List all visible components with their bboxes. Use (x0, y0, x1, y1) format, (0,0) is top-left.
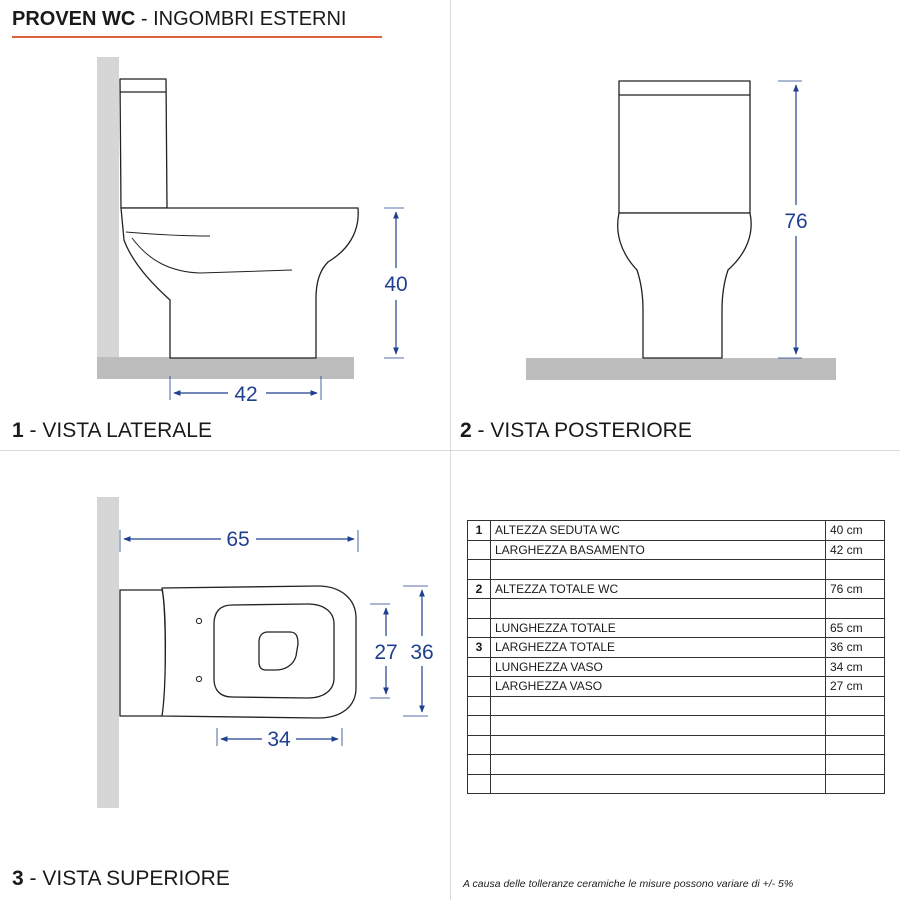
table-row (468, 677, 885, 697)
top-cistern (120, 590, 165, 716)
rear-cistern (619, 81, 750, 213)
row-group-number: 2 (468, 579, 491, 599)
side-height-dimension: 40 (384, 273, 408, 296)
row-value: 40 cm (826, 521, 885, 541)
row-value: 42 cm (826, 540, 885, 560)
table-row (468, 774, 885, 794)
row-label: LUNGHEZZA VASO (491, 657, 826, 677)
top-view-number: 3 (12, 867, 24, 890)
table-row (468, 579, 885, 599)
row-group-number: 1 (468, 521, 491, 541)
side-view-caption (12, 419, 212, 443)
table-row (468, 599, 885, 619)
row-label (491, 599, 826, 619)
row-group-number (468, 540, 491, 560)
row-label (491, 774, 826, 794)
row-group-number (468, 755, 491, 775)
row-group-number: 3 (468, 638, 491, 658)
row-group-number (468, 735, 491, 755)
top-bowl-width-dimension: 27 (374, 641, 398, 664)
side-bowl (121, 208, 358, 358)
row-group-number (468, 618, 491, 638)
table-row (468, 735, 885, 755)
table-row (468, 540, 885, 560)
rear-bowl (618, 213, 751, 358)
table-row (468, 657, 885, 677)
rear-view-caption (460, 419, 692, 443)
dimensions-table (467, 520, 885, 794)
side-cistern (120, 79, 167, 208)
top-length-dimension: 65 (226, 528, 250, 551)
row-label (491, 755, 826, 775)
table-row (468, 521, 885, 541)
table-row (468, 716, 885, 736)
row-label (491, 696, 826, 716)
row-group-number (468, 560, 491, 580)
top-wall (97, 497, 119, 808)
table-row (468, 638, 885, 658)
row-label: ALTEZZA SEDUTA WC (491, 521, 826, 541)
row-label (491, 716, 826, 736)
row-value: 34 cm (826, 657, 885, 677)
row-label (491, 560, 826, 580)
side-view-drawing (97, 57, 408, 406)
top-total-width-dimension: 36 (410, 641, 434, 664)
top-view-drawing (97, 497, 434, 808)
row-value: 27 cm (826, 677, 885, 697)
row-group-number (468, 677, 491, 697)
rear-view-number: 2 (460, 419, 472, 442)
side-view-number: 1 (12, 419, 24, 442)
table-row (468, 755, 885, 775)
side-base-dimension: 42 (234, 383, 258, 406)
rear-view-drawing (526, 81, 836, 380)
side-wall (97, 57, 119, 358)
row-value (826, 774, 885, 794)
row-group-number (468, 657, 491, 677)
row-value (826, 696, 885, 716)
table-row (468, 560, 885, 580)
rear-view-label: - VISTA POSTERIORE (477, 419, 692, 442)
table-row (468, 696, 885, 716)
table-row (468, 618, 885, 638)
row-value: 36 cm (826, 638, 885, 658)
row-value (826, 560, 885, 580)
row-label: LARGHEZZA VASO (491, 677, 826, 697)
row-label (491, 735, 826, 755)
rear-height-dimension: 76 (784, 210, 808, 233)
row-value (826, 735, 885, 755)
row-value (826, 755, 885, 775)
title-subtitle: - INGOMBRI ESTERNI (140, 8, 347, 30)
row-label: LUNGHEZZA TOTALE (491, 618, 826, 638)
row-label: ALTEZZA TOTALE WC (491, 579, 826, 599)
row-value: 65 cm (826, 618, 885, 638)
top-view-caption (12, 867, 230, 891)
top-view-label: - VISTA SUPERIORE (29, 867, 230, 890)
row-value (826, 716, 885, 736)
side-floor (97, 357, 354, 379)
row-group-number (468, 599, 491, 619)
row-value (826, 599, 885, 619)
tolerance-footnote: A causa delle tolleranze ceramiche le misure possono variare di +/- 5% (463, 878, 794, 890)
brand-name: PROVEN WC (12, 8, 136, 30)
row-group-number (468, 716, 491, 736)
top-bowl-length-dimension: 34 (267, 728, 291, 751)
rear-floor (526, 358, 836, 380)
row-group-number (468, 696, 491, 716)
row-label: LARGHEZZA BASAMENTO (491, 540, 826, 560)
row-label: LARGHEZZA TOTALE (491, 638, 826, 658)
side-view-label: - VISTA LATERALE (29, 419, 212, 442)
row-value: 76 cm (826, 579, 885, 599)
row-group-number (468, 774, 491, 794)
